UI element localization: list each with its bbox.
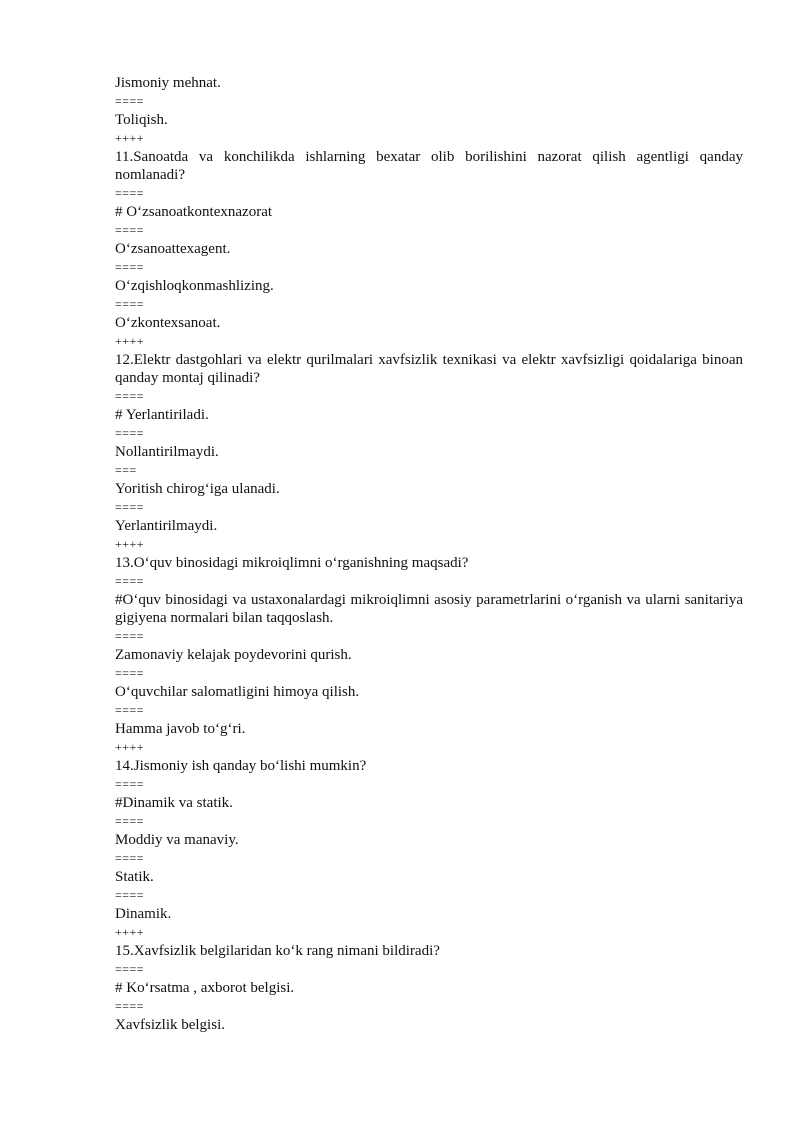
paragraph-text: Statik. <box>115 869 154 885</box>
paragraph-text: 13.O‘quv binosidagi mikroiqlimni o‘rganishning maqsadi? <box>115 555 469 571</box>
answer-separator: ==== <box>115 426 145 440</box>
answer-separator: ==== <box>115 888 145 902</box>
paragraph-text: Yerlantirilmaydi. <box>115 518 218 534</box>
answer-separator: ==== <box>115 500 145 514</box>
paragraph-text: # Yerlantiriladi. <box>115 407 209 423</box>
answer-separator: ==== <box>115 260 145 274</box>
answer-separator: ==== <box>115 223 145 237</box>
paragraph-text: # O‘zsanoatkontexnazorat <box>115 204 273 220</box>
paragraph-text: Toliqish. <box>115 112 168 128</box>
paragraph-text: Jismoniy mehnat. <box>115 75 221 91</box>
paragraph-text: Nollantirilmaydi. <box>115 444 219 460</box>
answer-separator: === <box>115 463 137 477</box>
paragraph-text: Yoritish chirog‘iga ulanadi. <box>115 481 280 497</box>
paragraph-text: Xavfsizlik belgisi. <box>115 1017 225 1033</box>
paragraph-text: 12.Elektr dastgohlari va elektr qurilmalari xavfsizlik texnikasi va elektr xavfsizligi qoidalariga binoan qanday montaj qilinadi? <box>115 352 743 386</box>
answer-separator: ==== <box>115 629 145 643</box>
answer-separator: ==== <box>115 962 145 976</box>
paragraph-text: 11.Sanoatda va konchilikda ishlarning bexatar olib borilishini nazorat qilish agentligi qanday nomlanadi? <box>115 149 743 183</box>
paragraph-text: 15.Xavfsizlik belgilaridan ko‘k rang nimani bildiradi? <box>115 943 440 959</box>
answer-separator: ==== <box>115 94 145 108</box>
paragraph-text: #Dinamik va statik. <box>115 795 233 811</box>
paragraph-text: Zamonaviy kelajak poydevorini qurish. <box>115 647 352 663</box>
paragraph-text: 14.Jismoniy ish qanday bo‘lishi mumkin? <box>115 758 367 774</box>
answer-separator: ==== <box>115 814 145 828</box>
question-separator: ++++ <box>115 537 145 551</box>
paragraph-text: # Ko‘rsatma , axborot belgisi. <box>115 980 295 996</box>
answer-separator: ==== <box>115 574 145 588</box>
paragraph-text: O‘zqishloqkonmashlizing. <box>115 278 274 294</box>
document-page <box>115 74 743 1034</box>
paragraph-text: O‘quvchilar salomatligini himoya qilish. <box>115 684 360 700</box>
answer-separator: ==== <box>115 777 145 791</box>
answer-separator: ==== <box>115 666 145 680</box>
answer-separator: ==== <box>115 297 145 311</box>
answer-separator: ==== <box>115 389 145 403</box>
answer-separator: ==== <box>115 999 145 1013</box>
paragraph-text: Hamma javob to‘g‘ri. <box>115 721 246 737</box>
answer-separator: ==== <box>115 186 145 200</box>
paragraph-text: #O‘quv binosidagi va ustaxonalardagi mikroiqlimni asosiy parametrlarini o‘rganish va ularni sanitariya gigiyena normalari bilan taqqoslash. <box>115 592 743 626</box>
question-separator: ++++ <box>115 925 145 939</box>
question-separator: ++++ <box>115 334 145 348</box>
paragraph-text: Moddiy va manaviy. <box>115 832 239 848</box>
paragraph-text: O‘zsanoattexagent. <box>115 241 231 257</box>
answer-separator: ==== <box>115 703 145 717</box>
document-body <box>115 74 743 1034</box>
question-separator: ++++ <box>115 740 145 754</box>
answer-separator: ==== <box>115 851 145 865</box>
question-separator: ++++ <box>115 131 145 145</box>
paragraph-text: Dinamik. <box>115 906 172 922</box>
paragraph-text: O‘zkontexsanoat. <box>115 315 221 331</box>
